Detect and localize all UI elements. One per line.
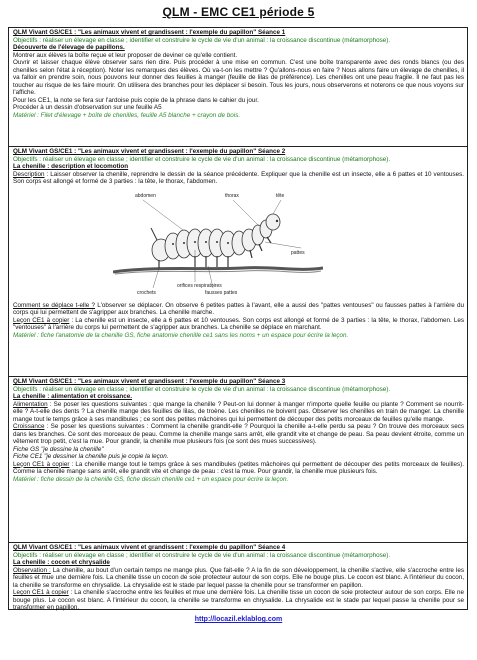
paragraph: Pour les CE1, la note se fera sur l'ardoise puis copie de la phrase dans le cahier du jour.: [13, 96, 259, 104]
paragraph-alimentation: [13, 401, 464, 424]
croissance-label: Croissance: [13, 423, 45, 430]
lesson-label: Leçon CE1 à copier: [13, 589, 69, 596]
session-subtitle: Découverte de l'élevage de papillons.: [13, 44, 125, 51]
label-spiracles: orifices respiratoires: [177, 282, 222, 289]
paragraph-croissance: [13, 423, 464, 446]
label-anal-prolegs: crochets: [137, 289, 156, 296]
alimentation-label: Alimentation: [13, 400, 48, 408]
session-subtitle: La chenille : description et locomotion: [13, 163, 129, 170]
paragraph-lesson: [13, 461, 464, 476]
session-2: [9, 146, 467, 376]
caterpillar-diagram: [13, 188, 464, 300]
lesson-sheet: [8, 27, 468, 610]
page-title: QLM - EMC CE1 période 5: [162, 5, 315, 19]
session-1: [9, 28, 467, 146]
session-header: QLM Vivant GS/CE1 : "Les animaux vivent et grandissent : l'exemple du papillon" Séance 2: [13, 148, 286, 155]
label-abdomen: abdomen: [135, 192, 156, 199]
lesson-text: : La chenille s'accroche entre les feuilles et mue une dernière fois. La chenille tisse un cocon de soie protecteur autour de son corps. Elle ne bouge plus. Le cocon est blanc. A l'intérieur du cocon, la chenille se transforme en chrysalide. La chrysalide est le stade par lequel passe la chenille pour se transformer en papillon.: [13, 589, 465, 611]
session-material: Matériel : fiche l'anatomie de la chenille GS, fiche anatomie chenille ce1 sans les noms + un espace pour écrire la leçon.: [13, 331, 349, 339]
paragraph-lesson: [13, 589, 464, 611]
label-prolegs: fausses pattes: [205, 289, 238, 296]
paragraph-description: [13, 171, 464, 186]
session-objectives: Objectifs : réaliser un élevage en classe ; identifier et construire le cycle de vie d'un animal : la croissance discontinue (métamorphose).: [13, 36, 391, 44]
label-head: tête: [276, 192, 285, 199]
paragraph: Ouvrir et laisser chaque élève observer sans rien dire. Puis procéder à une mise en commun. C'est une boîte transparente avec des ronds blancs (ou des chenilles selon l'état à réception). Noter les remarques des élèves. Où va-t-on les mettre ? Qu'allons-nous en faire ? Nous allons faire un élevage de chenilles, il va falloir en prendre soin, nous pouvons leur donner des feuilles à manger (feuille de lilas de préférence). Les chenilles ont une peau fragile. Il ne faut pas les toucher au risque de les faire mourir. On utilisera des branches pour les déplacer si besoin. Tous les jours, nous observerons et noterons ce que nous voyons sur l'affiche.: [13, 59, 464, 96]
session-objectives: Objectifs : réaliser un élevage en classe ; identifier et construire le cycle de vie d'un animal : la croissance discontinue (métamorphose).: [13, 385, 391, 393]
session-header: QLM Vivant GS/CE1 : "Les animaux vivent et grandissent : l'exemple du papillon" Séance 3: [13, 378, 286, 385]
observation-label: Observation :: [13, 566, 51, 574]
footer-link[interactable]: http://locazil.eklablog.com: [194, 616, 283, 623]
label-legs: pattes: [291, 249, 305, 256]
caterpillar-anatomy-illustration: [113, 188, 323, 298]
paragraph-lesson: [13, 317, 464, 332]
locomotion-label: Comment se déplace t-elle ?: [13, 301, 96, 309]
session-material: Matériel : Filet d'élevage + boîte de chenilles, feuille A5 blanche + crayon de bois.: [13, 111, 241, 119]
observation-text: La chenille, au bout d'un certain temps ne mange plus. Que fait-elle ? A la fin de son développement, la chenille s'active, elle s'accroche entre les feuilles et mue une dernière fois. La chenille tisse un cocon de soie protecteur autour de son corps. Elle ne bouge plus. Le cocon est blanc. A l'intérieur du cocon, la chenille se transforme en chrysalide. La chrysalide est le stade par lequel passe la chenille pour se transformer en papillon.: [13, 566, 464, 589]
label-thorax: thorax: [225, 192, 239, 199]
session-subtitle: La chenille : alimentation et croissance.: [13, 393, 132, 400]
session-header: QLM Vivant GS/CE1 : "Les animaux vivent et grandissent : l'exemple du papillon" Séance 1: [13, 29, 286, 36]
locomotion-text: L'observer se déplacer. On observe 6 petites pattes à l'avant, elle a aussi des "pattes ventouses" ou fausses pattes à l'arrière du corps qui lui permettent de s'agripper aux branches. La chenille marche.: [13, 301, 465, 316]
lesson-label: Leçon CE1 à copier: [13, 460, 70, 468]
paragraph-observation: [13, 567, 464, 590]
croissance-text: : Se poser les questions suivantes : Comment la chenille grandit-elle ? Pourquoi la chenille a-t-elle perdu sa peau ? On trouve des morceaux secs dans les branches. Ce sont des morceaux de peau. Comme la chenille mange sans arrêt, elle grandit vite et change de peau. Sa peau devient étroite, comme un vêtement trop petit, c'est la mue. Pour grandir, la chenille mue plusieurs fois (ce sont des mues successives).: [13, 423, 464, 445]
lesson-label: Leçon CE1 à copier: [13, 316, 70, 324]
session-subtitle: La chenille : cocon et chrysalide: [13, 559, 110, 566]
lesson-text: : La chenille mange tout le temps grâce à ses mandibules (petites mâchoires qui permettent de découper des petits morceaux de feuilles). Comme la chenille mange sans arrêt, elle grandit vite et change de peau : c'est la mue. Pour grandir, la chenille mue plusieurs fois.: [13, 460, 464, 475]
description-label: Description: [13, 170, 45, 178]
paragraph: Montrer aux élèves la boîte reçue et leur proposer de deviner ce qu'elle contient.: [13, 51, 238, 59]
fiche-gs: Fiche GS "je dessine la chenille": [13, 445, 104, 453]
session-4: [9, 542, 467, 611]
paragraph-locomotion: [13, 302, 464, 317]
description-text: : Laisser observer la chenille, reprendre le dessin de la séance précédente. Expliquer que la chenille est un insecte, elle a 6 pattes et 10 ventouses. Son corps est allongé et formé de 3 parties : la tête, le thorax, l'abdomen.: [13, 170, 464, 185]
session-header: QLM Vivant GS/CE1 : "Les animaux vivent et grandissent : l'exemple du papillon" Séance 4: [13, 544, 286, 551]
lesson-text: : La chenille est un insecte, elle a 6 pattes et 10 ventouses. Son corps est allongé et formé de 3 parties : la tête, le thorax, l'abdomen. Les "ventouses" à l'arrière du corps lui permettent de s'agripper aux branches. La chenille se déplace en marchant.: [13, 316, 464, 331]
paragraph: Procéder à un dessin d'observation sur une feuille A5: [13, 104, 162, 111]
fiche-ce1: Fiche CE1 "je dessiner la chenille puis je copie la leçon.: [13, 453, 169, 460]
session-objectives: Objectifs : réaliser un élevage en classe ; identifier et construire le cycle de vie d'un animal : la croissance discontinue (métamorphose).: [13, 155, 391, 163]
session-objectives: Objectifs : réaliser un élevage en classe ; identifier et construire le cycle de vie d'un animal : la croissance discontinue (métamorphose).: [13, 551, 391, 559]
session-3: [9, 376, 467, 542]
session-material: Matériel : fiche dessin de la chenille GS, fiche dessin chenille ce1 + un espace pour écrire la leçon.: [13, 475, 289, 483]
alimentation-text: : Se poser les questions suivantes : que mange la chenille ? Peut-on lui donner à manger n'importe quelle feuille ou plante ? Comment se nourrit-elle ? A-t-elle des dents ? La chenille mange des feuilles de lilas, de troène. Les chenilles ne boivent pas. Observer les chenilles en train de manger. La chenille mange tout le temps grâce à ses mandibules ; ce sont des petites mâchoires qui lui permettent de découper des petits morceaux de feuilles qu'elle mange.: [13, 400, 464, 423]
